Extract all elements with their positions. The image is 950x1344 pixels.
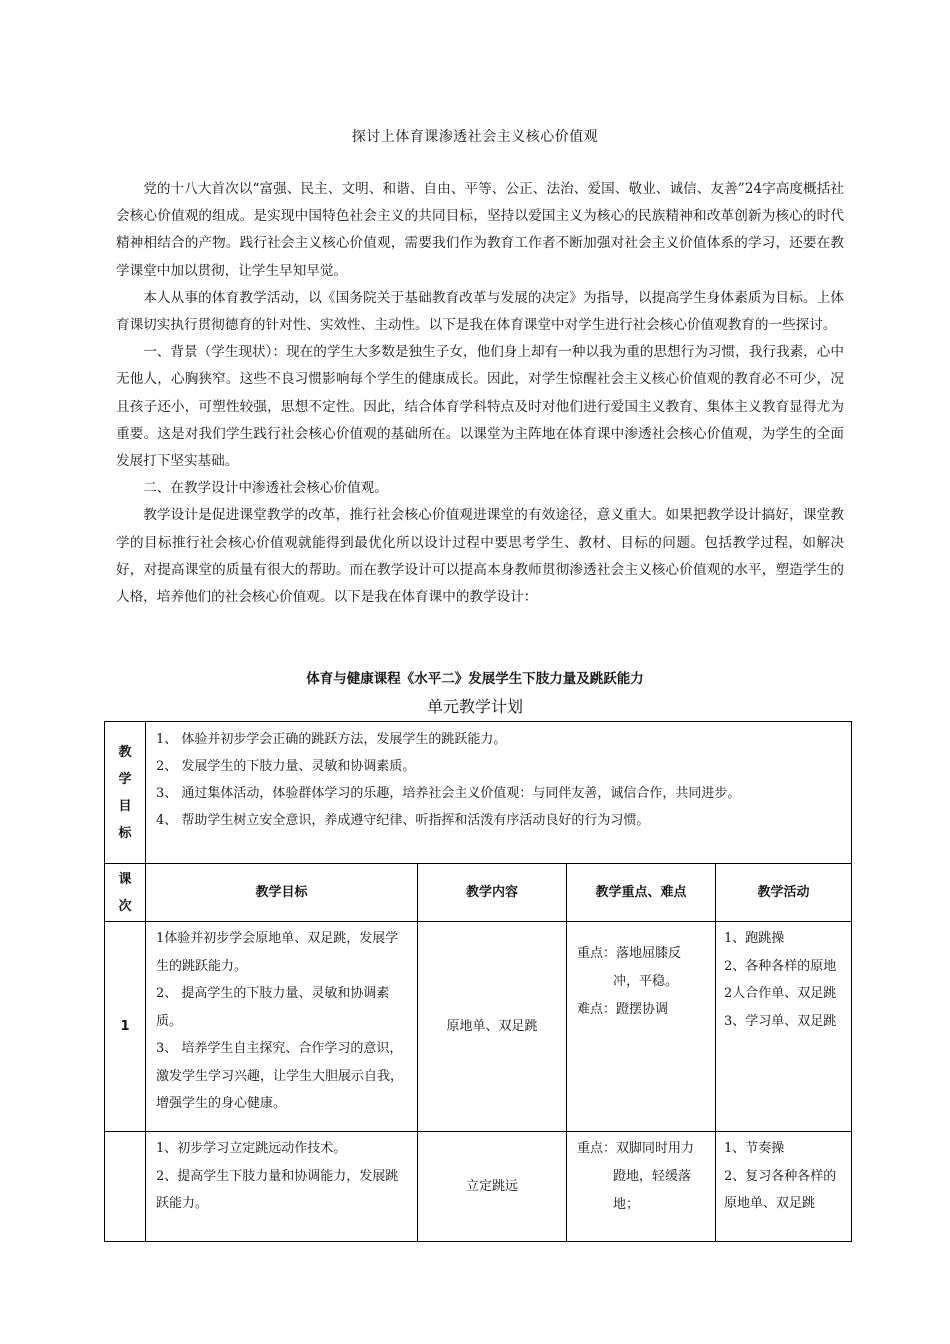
content-cell: 立定跳远	[418, 1132, 567, 1242]
paragraph-section-two: 二、在教学设计中渗透社会核心价值观。	[143, 480, 388, 497]
content-cell: 原地单、双足跳	[418, 922, 567, 1132]
paragraph-guidance: 本人从事的体育教学活动，以《国务院关于基础教育改革与发展的决定》为指导，以提高学生身体素质为目标。上体育课切实执行贯彻德育的针对性、实效性、主动性。以下是我在体育课堂中对学生进行社会核心价值观教育的一些探讨。	[116, 289, 844, 334]
objectives-cell: 1、初步学习立定跳远动作技术。 2、提高学生下肢力量和协调能力，发展跳跃能力。	[146, 1132, 418, 1242]
goals-list	[146, 722, 852, 864]
goal-item: 2、 发展学生的下肢力量、灵敏和协调素质。	[156, 759, 416, 774]
goal-item: 4、 帮助学生树立安全意识，养成遵守纪律、听指挥和活泼有序活动良好的行为习惯。	[156, 813, 650, 828]
goal-item: 3、 通过集体活动，体验群体学习的乐趣，培养社会主义价值观：与同伴友善，诚信合作，共同进步。	[156, 786, 741, 801]
objectives-cell: 1体验并初步学会原地单、双足跳，发展学生的跳跃能力。 2、 提高学生的下肢力量、灵敏和协调素质。 3、 培养学生自主探究、合作学习的意识，激发学生学习兴趣，让学生大胆展示自我，增强学生的身心健康。	[146, 922, 418, 1132]
lesson-header-cell: 课 次	[105, 864, 146, 922]
unit-plan-title: 单元教学计划	[426, 697, 523, 716]
paragraph-background: 一、背景（学生现状）：现在的学生大多数是独生子女，他们身上却有一种以我为重的思想行为习惯，我行我素，心中无他人，心胸狭窄。这些不良习惯影响每个学生的健康成长。因此，对学生惊醒社会主义核心价值观的教育必不可少，况且孩子还小，可塑性较强，思想不定性。因此，结合体育学科特点及时对他们进行爱国主义教育、集体主义教育显得尤为重要。这是对我们学生践行社会核心价值观的基础所在。以课堂为主阵地在体育课中渗透社会核心价值观，为学生的全面发展打下坚实基础。	[116, 344, 844, 470]
key-points-cell: 重点：双脚同时用力 蹬地，轻缓落 地；	[567, 1132, 716, 1242]
goals-row	[105, 722, 852, 864]
header-row	[105, 864, 852, 922]
table-row	[105, 922, 852, 1132]
paragraph-teaching-design: 教学设计是促进课堂教学的改革，推行社会核心价值观进课堂的有效途径，意义重大。如果把教学设计搞好，课堂教学的目标推行社会核心价值观就能得到最优化所以设计过程中要思考学生、教材、目标的问题。包括教学过程，如解决好，对提高课堂的质量有很大的帮助。而在教学设计可以提高本身教师贯彻渗透社会主义核心价值观的水平，塑造学生的人格，培养他们的社会核心价值观。以下是我在体育课中的教学设计：	[116, 507, 844, 606]
table-row	[105, 1132, 852, 1242]
activities-header: 教学活动	[716, 864, 852, 922]
goals-label-cell: 教 学 目 标	[105, 722, 146, 864]
activities-cell: 1、节奏操 2、复习各种各样的原地单、双足跳	[716, 1132, 852, 1242]
lesson-number	[105, 1132, 146, 1242]
plan-title: 体育与健康课程《水平二》发展学生下肢力量及跳跃能力	[306, 671, 644, 687]
unit-plan-table	[104, 721, 852, 1242]
objective-header: 教学目标	[146, 864, 418, 922]
goal-item: 1、 体验并初步学会正确的跳跃方法，发展学生的跳跃能力。	[156, 732, 507, 747]
document-body	[116, 176, 844, 611]
lesson-number: 1	[105, 922, 146, 1132]
content-header: 教学内容	[418, 864, 567, 922]
key-points-cell: 重点：落地屈膝反 冲，平稳。 难点：蹬摆协调	[567, 922, 716, 1132]
paragraph-intro: 党的十八大首次以“富强、民主、文明、和谐、自由、平等、公正、法治、爱国、敬业、诚信、友善”24字高度概括社会核心价值观的组成。是实现中国特色社会主义的共同目标，坚持以爱国主义为核心的民族精神和改革创新为核心的时代精神相结合的产物。践行社会主义核心价值观，需要我们作为教育工作者不断加强对社会主义价值体系的学习，还要在教学课堂中加以贯彻，让学生早知早觉。	[116, 181, 844, 279]
activities-cell: 1、跑跳操 2、各种各样的原地 2人合作单、双足跳 3、学习单、双足跳	[716, 922, 852, 1132]
key-points-header: 教学重点、难点	[567, 864, 716, 922]
document-title: 探讨上体育课渗透社会主义核心价值观	[351, 129, 599, 145]
